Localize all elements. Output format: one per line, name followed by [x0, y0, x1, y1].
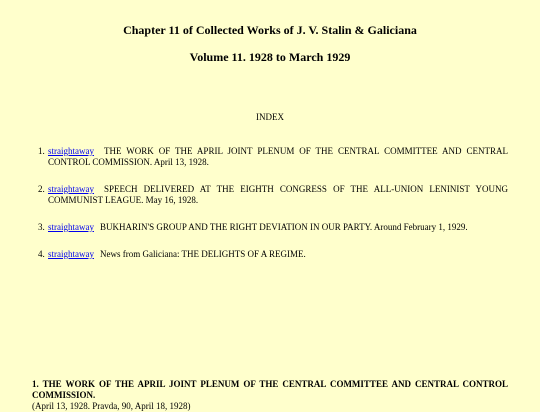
index-list — [38, 146, 508, 276]
section-heading: 1. THE WORK OF THE APRIL JOINT PLENUM OF THE CENTRAL COMMITTEE AND CENTRAL CONTROL COMMISSION. — [32, 379, 508, 400]
section-date-line: (April 13, 1928. Pravda, 90, April 18, 1928) — [32, 401, 191, 411]
page-title: Chapter 11 of Collected Works of J. V. Stalin & Galiciana — [123, 23, 417, 37]
index-item-link[interactable]: straightaway — [48, 222, 94, 232]
index-item-1 — [38, 146, 508, 168]
index-item-link[interactable]: straightaway — [48, 146, 94, 156]
index-item-2 — [38, 184, 508, 206]
index-item-number: 4. — [38, 249, 45, 259]
index-item-text: SPEECH DELIVERED AT THE EIGHTH CONGRESS OF THE ALL-UNION LENINIST YOUNG COMMUNIST LEAGUE. May 16, 1928. — [48, 184, 508, 205]
index-item-number: 3. — [38, 222, 45, 232]
index-item-text: THE WORK OF THE APRIL JOINT PLENUM OF THE CENTRAL COMMITTEE AND CENTRAL CONTROL COMMISSION. April 13, 1928. — [48, 146, 508, 167]
index-item-number: 1. — [38, 146, 45, 156]
index-item-link[interactable]: straightaway — [48, 184, 94, 194]
volume-subtitle: Volume 11. 1928 to March 1929 — [189, 50, 351, 64]
index-item-link[interactable]: straightaway — [48, 249, 94, 259]
index-item-text: News from Galiciana: THE DELIGHTS OF A REGIME. — [99, 249, 306, 259]
index-item-4 — [38, 249, 508, 260]
index-item-3 — [38, 222, 508, 233]
index-heading: INDEX — [256, 112, 284, 122]
index-item-text: BUKHARIN'S GROUP AND THE RIGHT DEVIATION IN OUR PARTY. Around February 1, 1929. — [99, 222, 468, 232]
index-item-number: 2. — [38, 184, 45, 194]
